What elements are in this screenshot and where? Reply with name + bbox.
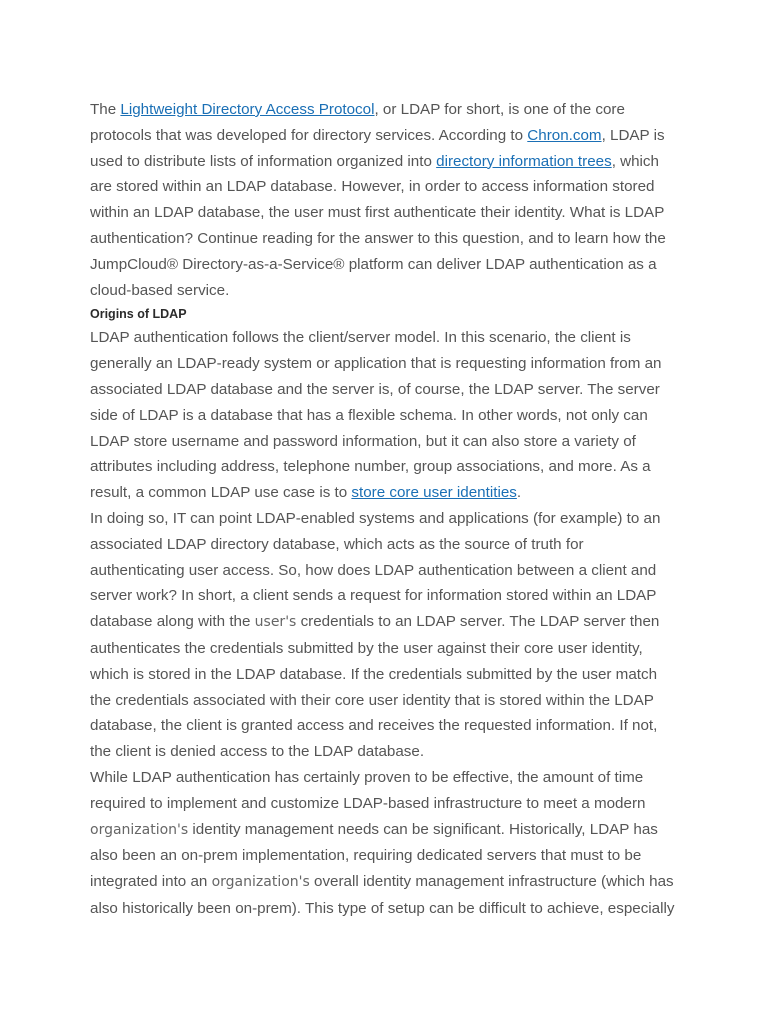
section-heading: Origins of LDAP bbox=[90, 307, 187, 322]
implementation-text-1: While LDAP authentication has certainly proven to be effective, the amount of time required to implement and customize LDAP-based infrastructure to meet a modern bbox=[90, 768, 646, 812]
implementation-text-3: overall identity management infrastructure (which has also historically been on-prem). This type of setup can be difficult to achieve, especially bbox=[90, 873, 675, 917]
client-server-text-2: . bbox=[516, 484, 522, 502]
organizations-word-2: organization's bbox=[211, 874, 310, 891]
intro-text-4: , which are stored within an LDAP database. However, in order to access information stored within an LDAP database, the user must first authenticate their identity. What is LDAP authentication? Continue reading for the answer to this question, and to learn how the JumpCloud® Directory-as-a-Service® platform can deliver LDAP authentication as a cloud-based service. bbox=[90, 152, 666, 299]
implementation-text-2: identity management needs can be significant. Historically, LDAP has also been an on-prem implementation, requiring dedicated servers that must to be integrated into an bbox=[90, 820, 658, 891]
intro-paragraph bbox=[90, 97, 675, 303]
chron-link[interactable]: Chron.com bbox=[527, 126, 602, 144]
directory-information-trees-link[interactable]: directory information trees bbox=[436, 152, 612, 170]
authentication-flow-paragraph bbox=[90, 506, 675, 765]
client-server-paragraph bbox=[90, 325, 675, 506]
ldap-protocol-link[interactable]: Lightweight Directory Access Protocol bbox=[120, 101, 375, 118]
implementation-paragraph bbox=[90, 765, 675, 922]
auth-flow-text-2: credentials to an LDAP server. The LDAP server then authenticates the credentials submitted by the user against their core user identity, which is stored in the LDAP database. If the credentials submitted by the user match the credentials associated with their core user identity that is stored within the LDAP database, the client is granted access and receives the requested information. If not, the client is denied access to the LDAP database. bbox=[90, 613, 660, 761]
intro-text-3: , LDAP is used to distribute lists of information organized into bbox=[90, 126, 665, 170]
organizations-word-1: organization's bbox=[90, 821, 189, 838]
article-body bbox=[90, 97, 675, 922]
users-word: user's bbox=[254, 614, 297, 631]
client-server-text-1: LDAP authentication follows the client/server model. In this scenario, the client is generally an LDAP-ready system or application that is requesting information from an associated LDAP database and the server is, of course, the LDAP server. The server side of LDAP is a database that has a flexible schema. In other words, not only can LDAP store username and password information, but it can also store a variety of attributes including address, telephone number, group associations, and more. As a result, a common LDAP use case is to bbox=[90, 329, 662, 502]
store-core-user-identities-link[interactable]: store core user identities bbox=[351, 484, 517, 502]
auth-flow-text-1: In doing so, IT can point LDAP-enabled systems and applications (for example) to an associated LDAP directory database, which acts as the source of truth for authenticating user access. So, how does LDAP authentication between a client and server work? In short, a client sends a request for information stored within an LDAP database along with the bbox=[90, 509, 661, 631]
intro-text-1: The bbox=[90, 101, 121, 118]
intro-text-2: , or LDAP for short, is one of the core protocols that was developed for directory services. According to bbox=[90, 101, 625, 144]
